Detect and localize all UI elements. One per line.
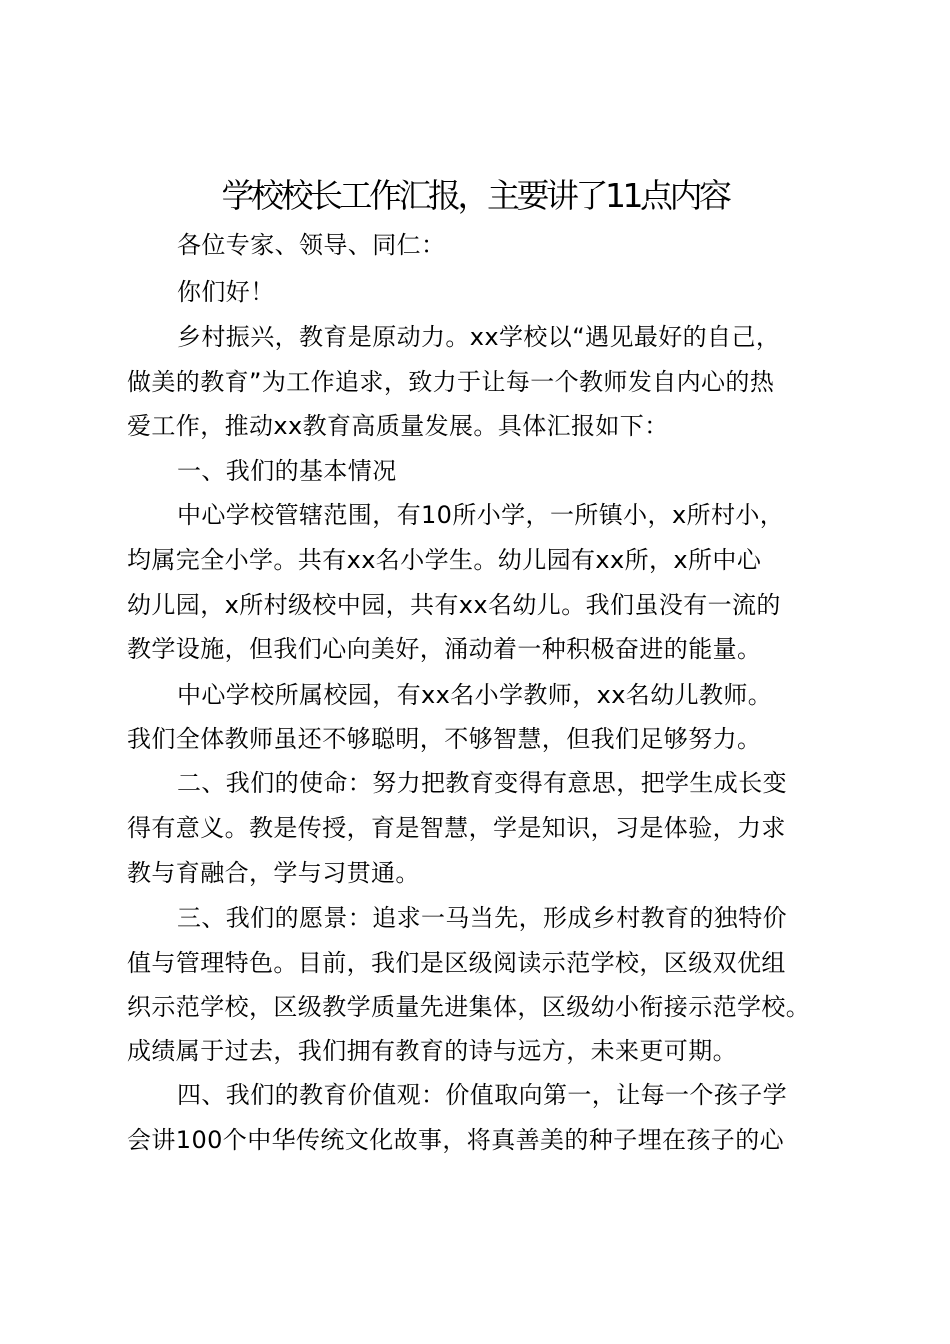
paragraph-line: 织示范学校，区级教学质量先进集体，区级幼小衔接示范学校。 (127, 993, 811, 1021)
section-heading: 四、我们的教育价值观：价值取向第一，让每一个孩子学 (177, 1081, 787, 1109)
paragraph-line: 成绩属于过去，我们拥有教育的诗与远方，未来更可期。 (127, 1037, 737, 1065)
paragraph-line: 教学设施，但我们心向美好，涌动着一种积极奋进的能量。 (127, 635, 762, 663)
greeting: 你们好！ (177, 278, 275, 306)
section-heading: 二、我们的使命：努力把教育变得有意思，把学生成长变 (177, 769, 787, 797)
paragraph-line: 做美的教育”为工作追求，致力于让每一个教师发自内心的热 (127, 368, 775, 396)
paragraph-line: 我们全体教师虽还不够聪明，不够智慧，但我们足够努力。 (127, 725, 762, 753)
paragraph-line: 爱工作，推动xx教育高质量发展。具体汇报如下： (127, 412, 669, 440)
paragraph-line: 中心学校管辖范围，有10所小学，一所镇小，x所村小， (177, 501, 785, 529)
salutation: 各位专家、领导、同仁： (177, 231, 446, 259)
paragraph-line: 均属完全小学。共有xx名小学生。幼儿园有xx所，x所中心 (127, 546, 762, 574)
paragraph-line: 乡村振兴，教育是原动力。xx学校以“遇见最好的自己， (177, 323, 781, 351)
section-heading: 一、我们的基本情况 (177, 457, 397, 485)
paragraph-line: 教与育融合，学与习贯通。 (127, 859, 420, 887)
section-heading: 三、我们的愿景：追求一马当先，形成乡村教育的独特价 (177, 904, 787, 932)
paragraph-line: 幼儿园，x所村级校中园，共有xx名幼儿。我们虽没有一流的 (127, 591, 781, 619)
paragraph-line: 会讲100个中华传统文化故事，将真善美的种子埋在孩子的心 (127, 1126, 785, 1154)
paragraph-line: 值与管理特色。目前，我们是区级阅读示范学校，区级双优组 (127, 949, 786, 977)
document-title: 学校校长工作汇报，主要讲了11点内容 (221, 176, 729, 215)
paragraph-line: 得有意义。教是传授，育是智慧，学是知识，习是体验，力求 (127, 814, 786, 842)
paragraph-line: 中心学校所属校园，有xx名小学教师，xx名幼儿教师。 (177, 681, 773, 709)
